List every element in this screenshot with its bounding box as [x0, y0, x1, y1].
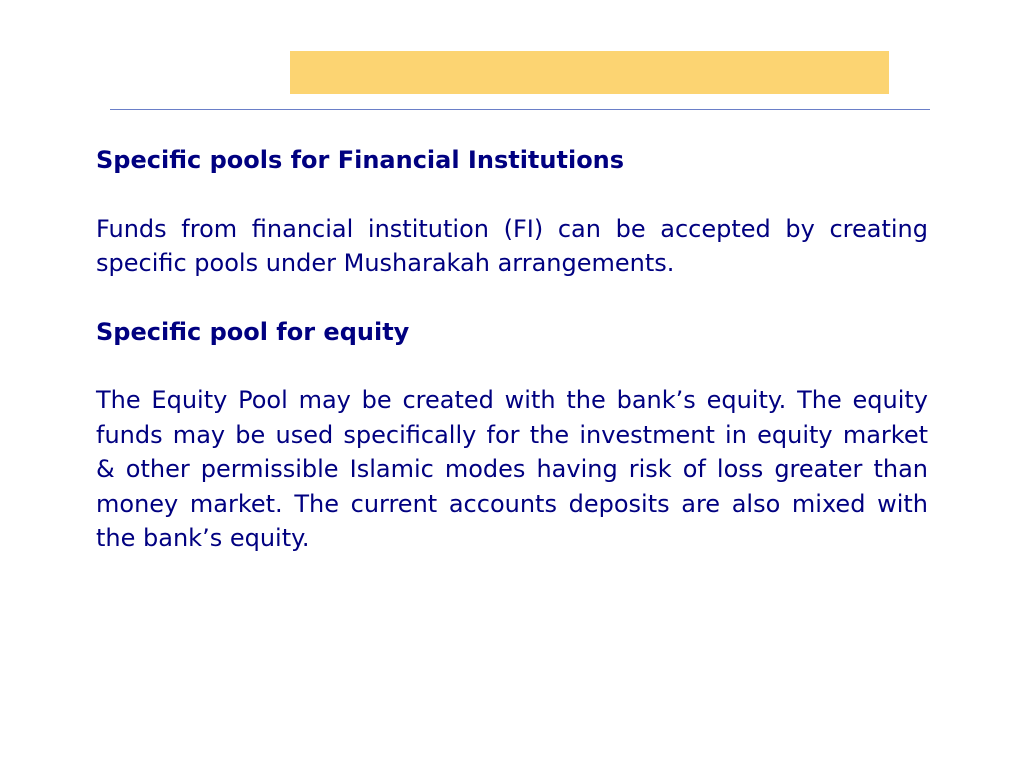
title-bar [290, 51, 889, 94]
section-heading-fi-pools: Specific pools for Financial Institutions [96, 146, 625, 174]
slide-content [96, 143, 928, 590]
section-body-fi-pools: Funds from financial institution (FI) can be accepted by creating specific pools under Musharakah arrangements. [96, 214, 928, 277]
section-heading-equity-pool: Specific pool for equity [96, 317, 410, 346]
section-body-equity-pool: The Equity Pool may be created with the bank’s equity. The equity funds may be used specifically for the investment in equity market & other permissible Islamic modes having risk of loss greater than money market. The current accounts deposits are also mixed with the bank’s equity. [96, 386, 928, 552]
header-divider [110, 109, 930, 110]
